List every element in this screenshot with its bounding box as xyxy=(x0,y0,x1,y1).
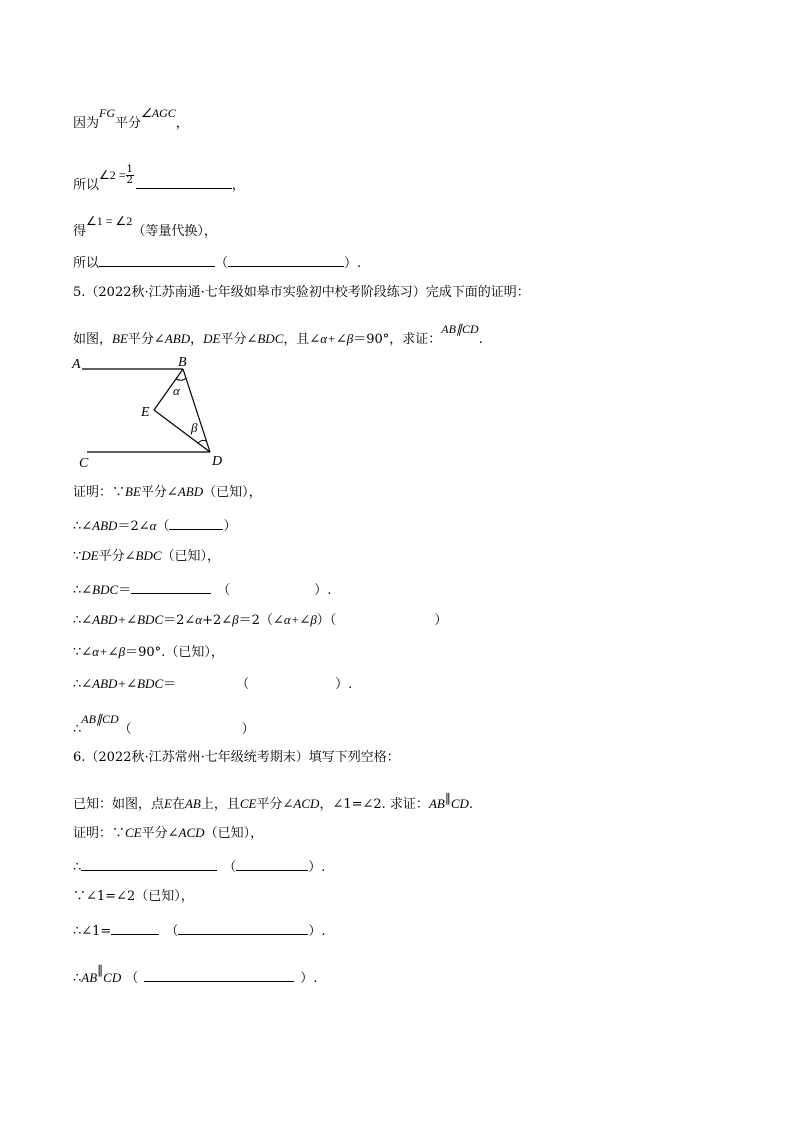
text: （已知）， xyxy=(203,485,262,500)
text: （ xyxy=(215,256,229,271)
text: 证明：∵ xyxy=(73,826,126,841)
math: AB xyxy=(428,796,445,811)
answer-blank-5-2[interactable] xyxy=(131,579,211,594)
math: ∠ABD+∠BDC xyxy=(81,612,164,627)
text: ） xyxy=(241,722,255,737)
proof6-step4 xyxy=(73,920,325,941)
proof5-step8 xyxy=(73,712,255,739)
line-bd xyxy=(183,369,210,452)
proof6-step2 xyxy=(73,856,325,877)
arc-alpha xyxy=(176,378,186,380)
text: 已知：如图，点 xyxy=(73,797,165,812)
math: ∠β xyxy=(221,612,239,627)
label-c: C xyxy=(79,456,89,471)
math: BE xyxy=(125,484,141,499)
problem-6-title: 6.（2022秋·江苏常州·七年级统考期末）填写下列空格： xyxy=(73,750,400,765)
text: ∴∠1= xyxy=(73,924,112,939)
text: ， xyxy=(190,332,204,347)
proof6-step3: ∵∠1=∠2（已知）， xyxy=(73,889,194,904)
text: ∴ xyxy=(73,722,82,737)
line-conclusion xyxy=(73,252,361,273)
math: CD xyxy=(450,796,469,811)
answer-blank-1[interactable] xyxy=(136,174,232,189)
text: ＝2（ xyxy=(238,613,273,628)
math: DE xyxy=(81,548,99,563)
text: ＝90°，求证： xyxy=(353,332,442,347)
math: ∠ABD xyxy=(166,484,204,499)
math: ∠ACD xyxy=(167,825,205,840)
text: （已知）， xyxy=(161,549,221,564)
math-abd: ∠ABD xyxy=(153,331,191,346)
text: ）. xyxy=(308,860,326,875)
text: 所以 xyxy=(73,178,100,193)
arc-beta xyxy=(198,440,206,443)
text: ∴ xyxy=(73,860,82,875)
text: ）. xyxy=(335,677,353,692)
line-ed xyxy=(154,410,210,452)
proof5-step1 xyxy=(73,483,262,502)
math: CE xyxy=(239,796,257,811)
text: ） xyxy=(223,519,237,534)
parallel-symbol: ∥ xyxy=(444,791,451,805)
text: ＝ xyxy=(118,583,132,598)
text: 平分 xyxy=(220,332,247,347)
line-angle2-half xyxy=(73,164,245,196)
text: 所以 xyxy=(73,256,100,271)
text: ）. xyxy=(314,583,332,598)
reason-blank-6-1[interactable] xyxy=(236,856,308,871)
line-angle1-eq-angle2 xyxy=(73,214,217,241)
proof6-step5 xyxy=(73,963,318,988)
text: ， xyxy=(231,178,245,193)
math-parallel: AB∥CD xyxy=(81,712,119,726)
text: +2 xyxy=(202,613,222,628)
text: 如图， xyxy=(73,332,113,347)
math-fg: FG xyxy=(99,106,116,120)
math: ∠BDC xyxy=(124,548,162,563)
text: 因为 xyxy=(73,116,100,131)
text: （ xyxy=(156,519,170,534)
text: ∴ xyxy=(73,613,82,628)
proof5-step7 xyxy=(73,675,352,694)
math-angle2: ∠2 = xyxy=(99,168,126,182)
math: ∠α xyxy=(138,518,157,533)
problem-5-title: 5.（2022秋·江苏南通·七年级如皋市实验初中校考阶段练习）完成下面的证明： xyxy=(73,285,530,300)
text: ∴ xyxy=(73,971,82,986)
text: ）. xyxy=(300,971,318,986)
proof5-step5 xyxy=(73,611,447,630)
label-b: B xyxy=(178,355,187,370)
problem-5-statement xyxy=(73,322,483,349)
proof5-step6 xyxy=(73,643,224,662)
denominator: 2 xyxy=(126,175,133,186)
answer-blank-2[interactable] xyxy=(99,252,215,267)
math: ∠ABD+∠BDC xyxy=(81,676,164,691)
text: ＝2 xyxy=(117,519,139,534)
text: ＝2 xyxy=(163,613,185,628)
label-d: D xyxy=(212,454,223,469)
math: CD xyxy=(103,970,122,985)
text: 平分 xyxy=(115,116,142,131)
math: E xyxy=(164,796,172,811)
text: 证明：∵ xyxy=(73,485,126,500)
text: ，∠1=∠2. 求证： xyxy=(319,797,429,812)
text: 得 xyxy=(73,224,87,239)
text: ∴ xyxy=(73,677,82,692)
problem-6-statement xyxy=(73,791,474,814)
text: 平分 xyxy=(98,549,125,564)
proof5-step4 xyxy=(73,579,331,600)
math: ∠α+∠β xyxy=(81,644,126,659)
text: 平分 xyxy=(141,826,168,841)
text: （ xyxy=(236,677,250,692)
text: （ xyxy=(217,583,231,598)
text: ＝ xyxy=(163,677,177,692)
proof5-step3 xyxy=(73,547,220,566)
proof5-step2 xyxy=(73,515,236,536)
geometry-figure xyxy=(70,352,240,474)
reason-blank-2[interactable] xyxy=(228,252,344,267)
text: . xyxy=(478,332,483,347)
text: ∵ xyxy=(73,645,82,660)
label-alpha: α xyxy=(173,383,180,398)
math-agc: ∠AGC xyxy=(141,106,176,120)
math: ∠BDC xyxy=(81,582,119,597)
text: ∴ xyxy=(73,583,82,598)
text: . xyxy=(468,797,474,812)
text: （ xyxy=(165,924,179,939)
math-angle1-eq-angle2: ∠1 = ∠2 xyxy=(86,214,133,228)
text: 平分 xyxy=(127,332,154,347)
math: AB xyxy=(184,796,201,811)
math-de: DE xyxy=(203,331,221,346)
math-alpha-beta-sum: ∠α+∠β xyxy=(309,331,354,346)
text: ＝90°.（已知）， xyxy=(125,645,224,660)
proof6-step1 xyxy=(73,824,263,843)
text: ） xyxy=(434,613,448,628)
fraction-half xyxy=(126,165,134,186)
math: CE xyxy=(125,825,142,840)
text: 平分 xyxy=(256,797,283,812)
text: ，且 xyxy=(283,332,310,347)
answer-blank-6-1[interactable] xyxy=(81,856,217,871)
answer-blank-6-2[interactable] xyxy=(111,920,159,935)
text: 平分 xyxy=(140,485,167,500)
math-be: BE xyxy=(112,331,128,346)
text: （ xyxy=(118,722,132,737)
label-beta: β xyxy=(191,420,198,435)
line-fg-bisects xyxy=(73,106,189,133)
math: ∠ABD xyxy=(81,518,118,533)
text: （ xyxy=(223,860,237,875)
parallel-symbol: ∥ xyxy=(97,963,104,977)
math: ∠ACD xyxy=(282,796,320,811)
math-goal-parallel: AB∥CD xyxy=(441,322,479,336)
reason-blank-6-3[interactable] xyxy=(144,967,294,982)
text: ∴ xyxy=(73,519,82,534)
text: （ xyxy=(125,971,139,986)
label-e: E xyxy=(141,405,150,420)
reason-blank-5-1[interactable] xyxy=(169,515,223,530)
text: ∵ xyxy=(73,549,82,564)
numerator: 1 xyxy=(126,164,133,175)
text: （等量代换）， xyxy=(132,224,217,239)
text: 在 xyxy=(171,797,185,812)
math-bdc: ∠BDC xyxy=(246,331,284,346)
text: ）（ xyxy=(316,613,337,628)
text: 上，且 xyxy=(200,797,240,812)
math: ∠α+∠β xyxy=(272,612,317,627)
text: ， xyxy=(175,116,189,131)
text: ）. xyxy=(308,924,326,939)
reason-blank-6-2[interactable] xyxy=(178,920,308,935)
text: ）. xyxy=(344,256,362,271)
text: （已知）， xyxy=(204,826,264,841)
math: AB xyxy=(81,970,98,985)
label-a: A xyxy=(72,357,81,372)
math: ∠α xyxy=(184,612,203,627)
